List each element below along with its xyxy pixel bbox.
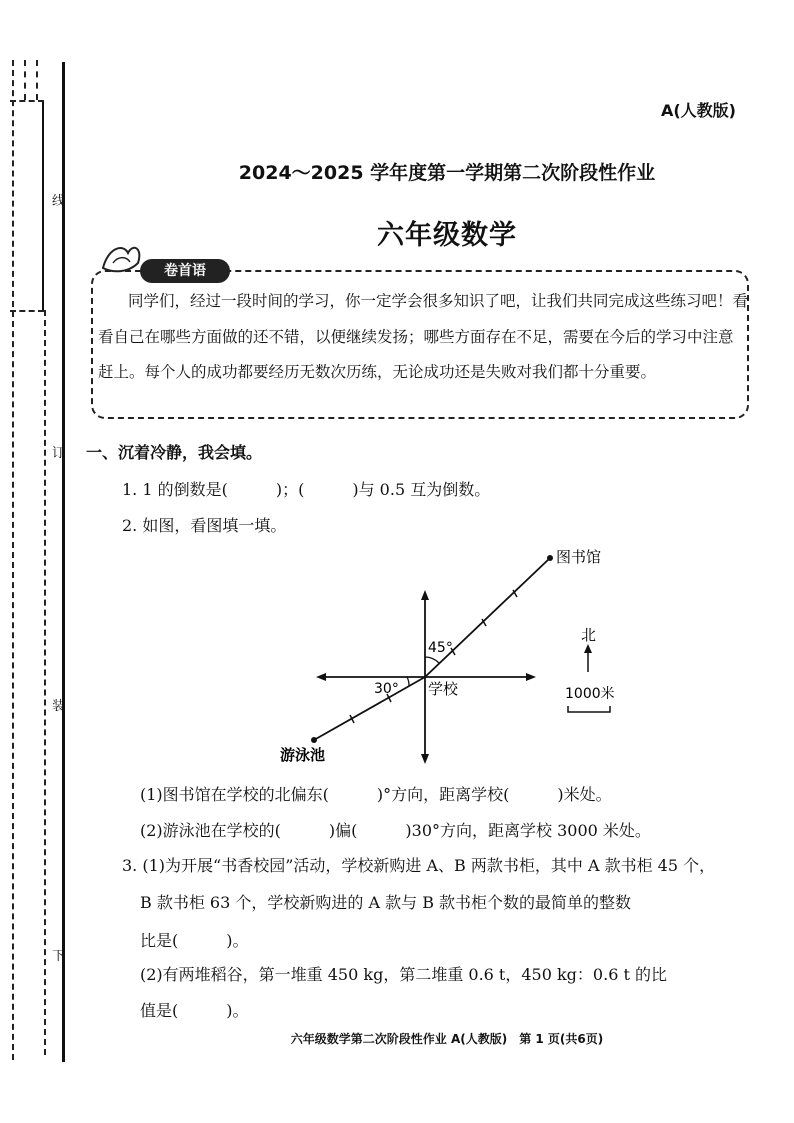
label-library: 图书馆 xyxy=(556,548,602,566)
question-1: 1. 1 的倒数是( )；( )与 0.5 互为倒数。 xyxy=(122,480,491,499)
margin-dashed-line-3 xyxy=(36,60,38,100)
margin-dashed-line-2 xyxy=(24,60,26,100)
page-footer: 六年级数学第二次阶段性作业 A(人教版) 第 1 页(共6页) xyxy=(290,1032,604,1046)
question-3-1-line-c: 比是( )。 xyxy=(140,931,249,950)
margin-solid-line xyxy=(62,62,65,1062)
question-2: 2. 如图，看图填一填。 xyxy=(122,516,287,535)
label-scale: 1000米 xyxy=(565,686,615,702)
angle-45-arc xyxy=(425,657,439,663)
pool-point xyxy=(311,737,317,743)
margin-solid-line-2 xyxy=(42,100,44,310)
margin-dashed-line xyxy=(12,60,14,1060)
intro-text: 同学们，经过一段时间的学习，你一定学会很多知识了吧，让我们共同完成这些练习吧！看看自己在哪些方面做的还不错，以便继续发扬；哪些方面存在不足，需要在今后的学习中注意赶上。每个人的成功都要经历无数次历练，无论成功还是失败对我们都十分重要。 xyxy=(98,292,749,381)
question-2-2: (2)游泳池在学校的( )偏( )30°方向，距离学校 3000 米处。 xyxy=(140,821,651,840)
margin-ding: 订 xyxy=(52,446,66,461)
label-pool: 游泳池 xyxy=(280,746,326,764)
margin-xia: 下 xyxy=(52,949,66,964)
north-arrowhead xyxy=(584,644,592,653)
intro-badge: 卷首语 xyxy=(140,259,230,283)
question-3-1-line-a: 3. (1)为开展“书香校园”活动，学校新购进 A、B 两款书柜，其中 A 款书柜 45 个， xyxy=(122,856,716,875)
question-3-2-line-a: (2)有两堆稻谷，第一堆重 450 kg，第二堆重 0.6 t，450 kg：0.6 t 的比 xyxy=(140,965,667,984)
pool-line xyxy=(314,677,425,740)
arrow-left xyxy=(316,673,326,681)
label-45: 45° xyxy=(428,640,453,656)
label-north: 北 xyxy=(581,626,597,644)
margin-zhuang: 装 xyxy=(52,699,66,714)
angle-30-arc xyxy=(407,677,409,686)
scale-bar xyxy=(568,706,610,712)
library-point xyxy=(547,555,553,561)
margin-xian: 线 xyxy=(52,194,66,209)
margin-dashed-hline-2 xyxy=(10,310,44,312)
direction-diagram xyxy=(270,540,690,770)
arrow-down xyxy=(421,754,429,764)
question-3-1-line-b: B 款书柜 63 个，学校新购进的 A 款与 B 款书柜个数的最简单的整数 xyxy=(140,893,632,912)
margin-dashed-line-4 xyxy=(44,310,46,1055)
label-30: 30° xyxy=(374,681,399,697)
page-subtitle: 六年级数学 xyxy=(377,220,517,251)
page-title: 2024～2025 学年度第一学期第二次阶段性作业 xyxy=(238,162,656,184)
margin-dashed-hline xyxy=(10,100,44,102)
edition-label: A(人教版) xyxy=(660,101,736,120)
library-line xyxy=(425,558,550,677)
question-3-2-line-b: 值是( )。 xyxy=(140,1001,249,1020)
question-2-1: (1)图书馆在学校的北偏东( )°方向，距离学校( )米处。 xyxy=(140,785,612,804)
label-school: 学校 xyxy=(428,680,459,698)
arrow-right xyxy=(526,673,536,681)
arrow-up xyxy=(421,590,429,600)
section-1-title: 一、沉着冷静，我会填。 xyxy=(86,443,263,462)
